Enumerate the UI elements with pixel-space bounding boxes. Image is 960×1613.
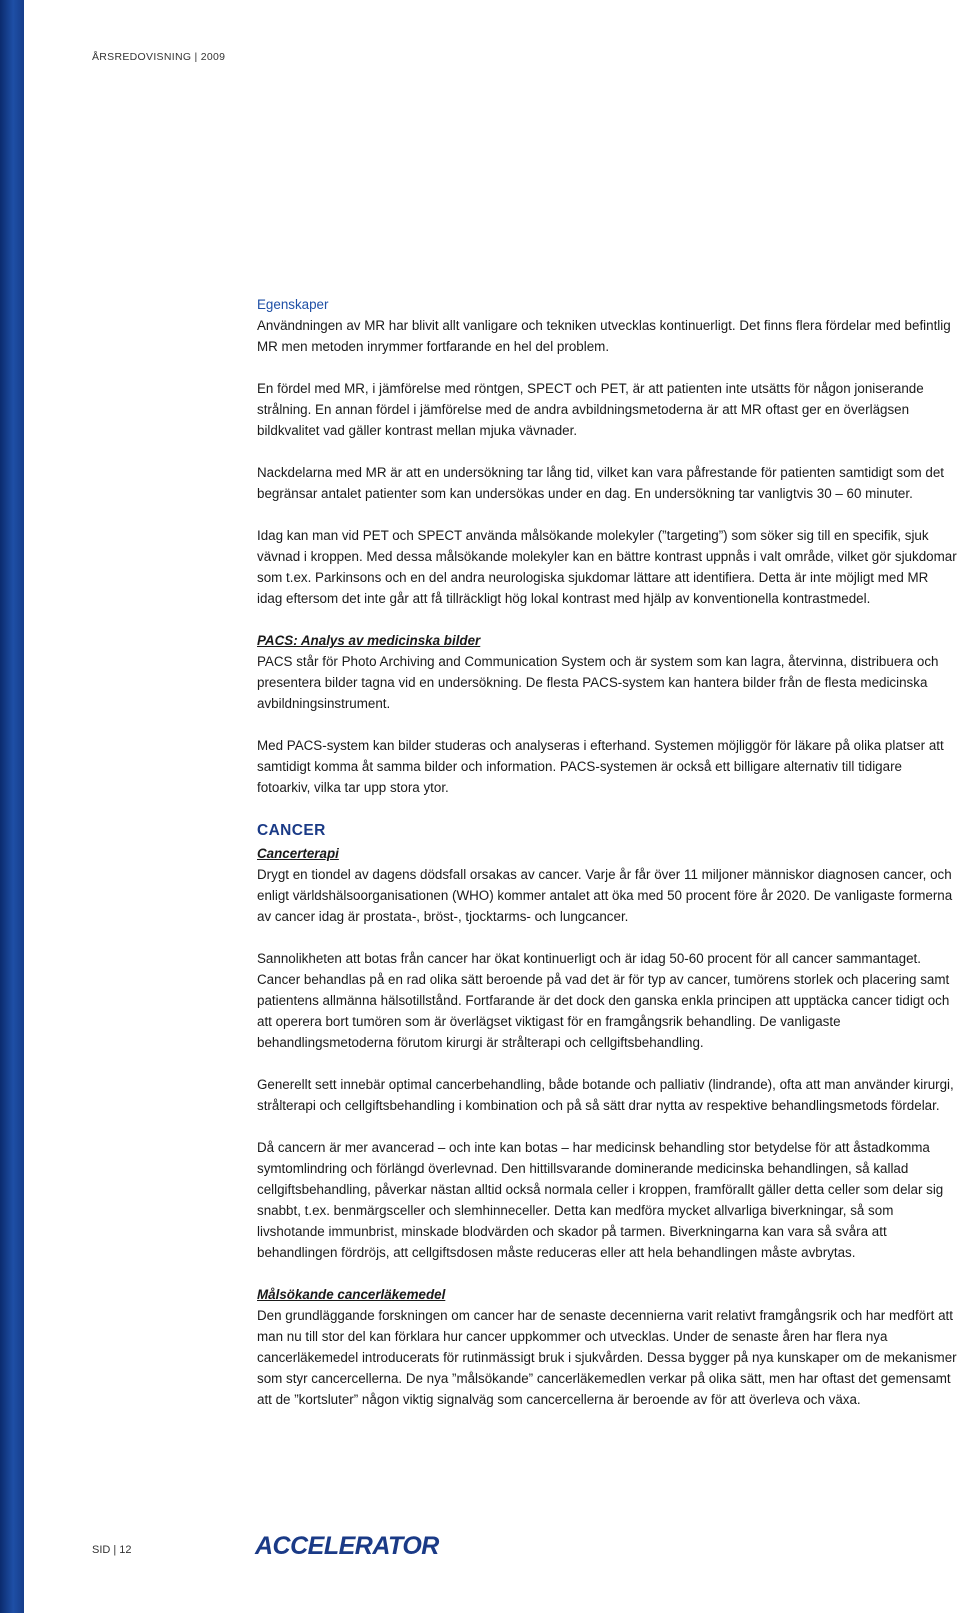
accelerator-logo: ACCELERATOR <box>255 1532 439 1560</box>
heading-pacs: PACS: Analys av medicinska bilder <box>257 633 481 648</box>
paragraph: En fördel med MR, i jämförelse med röntgen, SPECT och PET, är att patienten inte utsätts för någon joniserande strålning. En annan fördel i jämförelse med de andra avbildningsmetoderna är att MR oftast ger en överlägsen bildkvalitet vad gäller kontrast mellan mjuka vävnader. <box>257 381 924 438</box>
paragraph: Den grundläggande forskningen om cancer har de senaste decennierna varit relativt framgångsrik och har medfört att man nu till stor del kan förklara hur cancer uppkommer och utvecklas. Under de senaste åren har flera nya cancerläkemedel introducerats för rutinmässigt bruk i sjukvården. Dessa bygger på nya kunskaper om de mekanismer som styr cancercellerna. De nya ”målsökande” cancerläkemedlen verkar på olika sätt, men har oftast det gemensamt att de ”kortsluter” någon viktig signalväg som cancercellerna är beroende av för att överleva och växa. <box>257 1308 957 1407</box>
paragraph: Då cancern är mer avancerad – och inte kan botas – har medicinsk behandling stor betydelse för att åstadkomma symtomlindring och förlängd överlevnad. Den hittillsvarande dominerande medicinska behandlingen, så kallad cellgiftsbehandling, påverkar nästan alltid också normala celler i kroppen, framförallt gäller detta celler som delar sig snabbt, t.ex. benmärgsceller och slemhinneceller. Detta kan medföra mycket allvarliga biverkningar, så som livshotande immunbrist, minskade blodvärden och skador på tarmen. Biverkningarna kan vara så svåra att behandlingen fördröjs, att cellgiftsdosen måste reduceras eller att hela behandlingen måste avbrytas. <box>257 1140 944 1260</box>
paragraph: Drygt en tiondel av dagens dödsfall orsakas av cancer. Varje år får över 11 miljoner människor diagnosen cancer, och enligt världshälsoorganisationen (WHO) kommer antalet att öka med 50 procent före år 2020. De vanligaste formerna av cancer idag är prostata-, bröst-, tjocktarms- och lungcancer. <box>257 867 953 924</box>
heading-cancer: CANCER <box>257 822 326 839</box>
heading-egenskaper: Egenskaper <box>257 297 329 312</box>
header-annual-report: ÅRSREDOVISNING | 2009 <box>92 51 226 63</box>
paragraph: Nackdelarna med MR är att en undersökning tar lång tid, vilket kan vara påfrestande för patienten samtidigt som det begränsar antalet patienter som kan undersökas under en dag. En undersökning tar vanligtvis 30 – 60 minuter. <box>257 465 945 501</box>
paragraph: Användningen av MR har blivit allt vanligare och tekniken utvecklas kontinuerligt. Det finns flera fördelar med befintlig MR men metoden inrymmer fortfarande en hel del problem. <box>257 318 951 354</box>
subheading-cancerterapi: Cancerterapi <box>257 846 339 861</box>
heading-malsokande: Målsökande cancerläkemedel <box>257 1287 446 1302</box>
paragraph: Generellt sett innebär optimal cancerbehandling, både botande och palliativ (lindrande), ofta att man använder kirurgi, strålterapi och cellgiftsbehandling i kombination och på så sätt drar nytta av respektive behandlingsmetods fördelar. <box>257 1077 954 1113</box>
paragraph: Idag kan man vid PET och SPECT använda målsökande molekyler (”targeting”) som söker sig till en specifik, sjuk vävnad i kroppen. Med dessa målsökande molekyler kan en bättre kontrast uppnås i valt område, vilket gör sjukdomar som t.ex. Parkinsons och en del andra neurologiska sjukdomar lättare att identifiera. Detta är inte möjligt med MR idag eftersom det inte går att få tillräckligt hög lokal kontrast med hjälp av konventionella kontrastmedel. <box>257 528 957 606</box>
paragraph: PACS står för Photo Archiving and Communication System och är system som kan lagra, återvinna, distribuera och presentera bilder tagna vid en undersökning. De flesta PACS-system kan hantera bilder från de flesta medicinska avbildningsinstrument. <box>257 654 939 711</box>
page-number: SID | 12 <box>92 1544 132 1556</box>
paragraph: Med PACS-system kan bilder studeras och analyseras i efterhand. Systemen möjliggör för läkare på olika platser att samtidigt komma åt samma bilder och information. PACS-systemen är också ett billigare alternativ till tidigare fotoarkiv, vilka tar upp stora ytor. <box>257 738 944 795</box>
paragraph: Sannolikheten att botas från cancer har ökat kontinuerligt och är idag 50-60 procent för all cancer sammantaget. Cancer behandlas på en rad olika sätt beroende på vad det är för typ av cancer, tumörens storlek och placering samt patientens allmänna hälsotillstånd. Fortfarande är det dock den ganska enkla principen att upptäcka cancer tidigt och att operera bort tumören som är överlägset viktigast för en framgångsrik behandling. De vanligaste behandlingsmetoderna förutom kirurgi är strålterapi och cellgiftsbehandling. <box>257 951 950 1050</box>
side-bar <box>0 0 24 1613</box>
main-content <box>257 294 957 1410</box>
